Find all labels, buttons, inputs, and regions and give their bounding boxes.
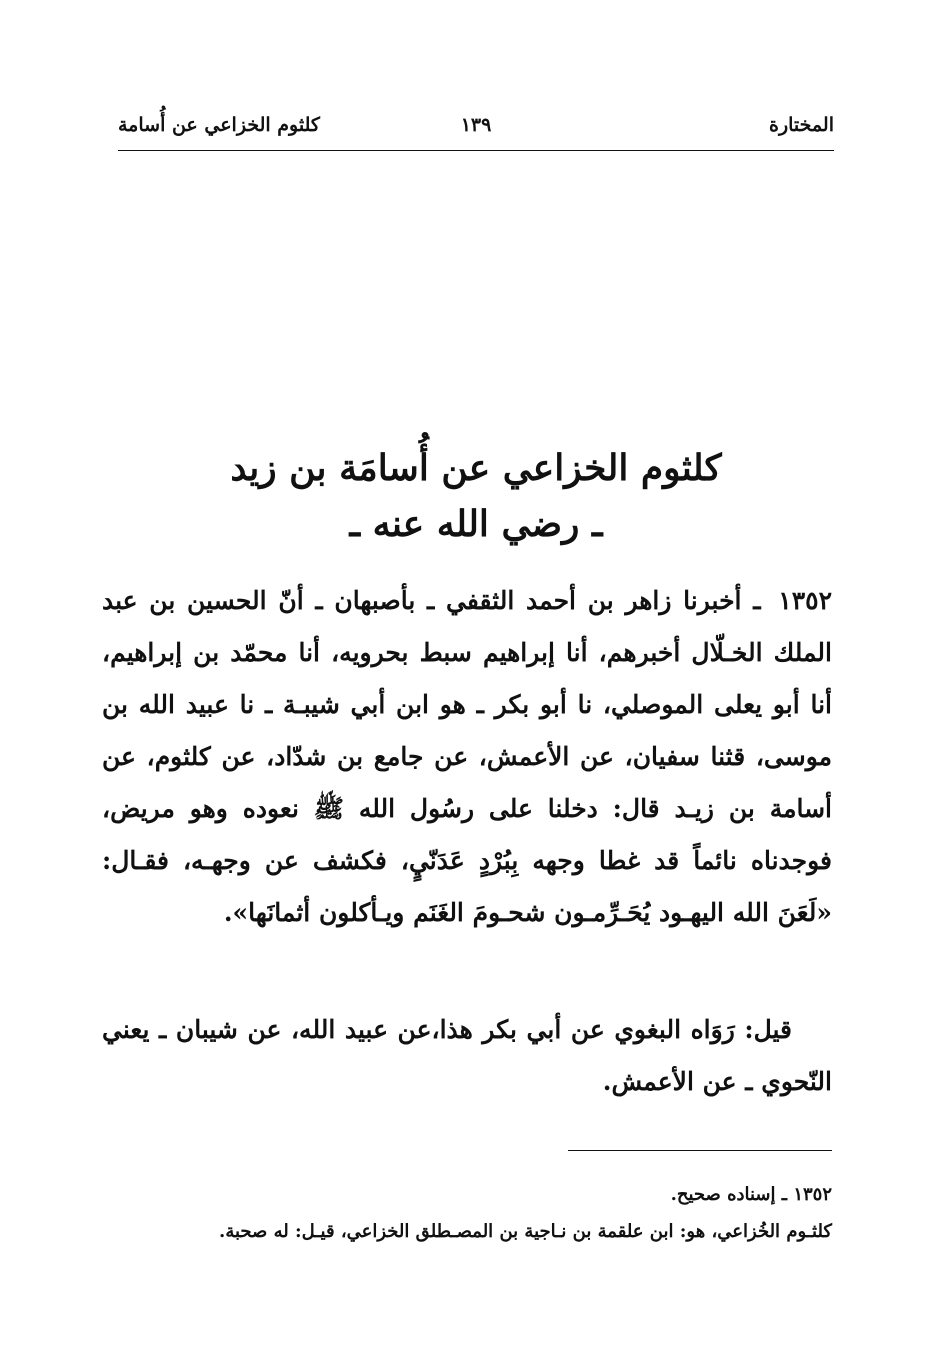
narration-note: قيل: رَوَاه البغوي عن أبي بكر هذا،عن عبيد الله، عن شيبان ـ يعني النّحوي ـ عن الأعمش. — [102, 1015, 832, 1096]
page-number: ١٣٩ — [460, 114, 492, 136]
running-header — [118, 112, 834, 151]
chapter-title: كلثوم الخزاعي عن أُسامَة بن زيد — [230, 447, 722, 489]
hadith-paragraph — [102, 575, 832, 939]
footnote-isnad: ١٣٥٢ ـ إسناده صحيح. — [670, 1184, 832, 1205]
chapter-subtitle: ـ رضي الله عنه ـ — [349, 503, 603, 545]
hadith-text: ـ أخبرنا زاهر بن أحمد الثقفي ـ بأصبهان ـ أنّ الحسين بن عبد الملك الخـلّال أخبرهم، أنا إبراهيم سبط بحرويه، أنا محمّد بن إبراهيم، أنا أبو يعلى الموصلي، نا أبو بكر ـ هو ابن أبي شيبـة ـ نا عبيد الله بن موسى، قثنا سفيان، عن الأعمش، عن جامع بن شدّاد، عن كلثوم، عن أسامة بن زيـد قال: دخلنا على رسُول الله ﷺ نعوده وهو مريض، فوجدناه نائماً قد غطا وجهه بِبُرْدٍ عَدَنّيٍ، فكشف عن وجهـه، فقـال: «لَعَنَ الله اليهـود يُحَـرِّمـون شحـومَ الغَنَم ويـأكلون أثمانَها». — [102, 586, 832, 927]
footnote-divider — [568, 1150, 832, 1151]
header-book-name: المختارة — [769, 114, 834, 136]
footnote-narrator: كلثـوم الخُزاعي، هو: ابن علقمة بن نـاجية بن المصـطلق الخزاعي، قيـل: له صحبة. — [219, 1221, 832, 1242]
header-chapter-name: كلثوم الخزاعي عن أُسامة — [118, 114, 320, 136]
hadith-number: ١٣٥٢ — [778, 586, 832, 615]
